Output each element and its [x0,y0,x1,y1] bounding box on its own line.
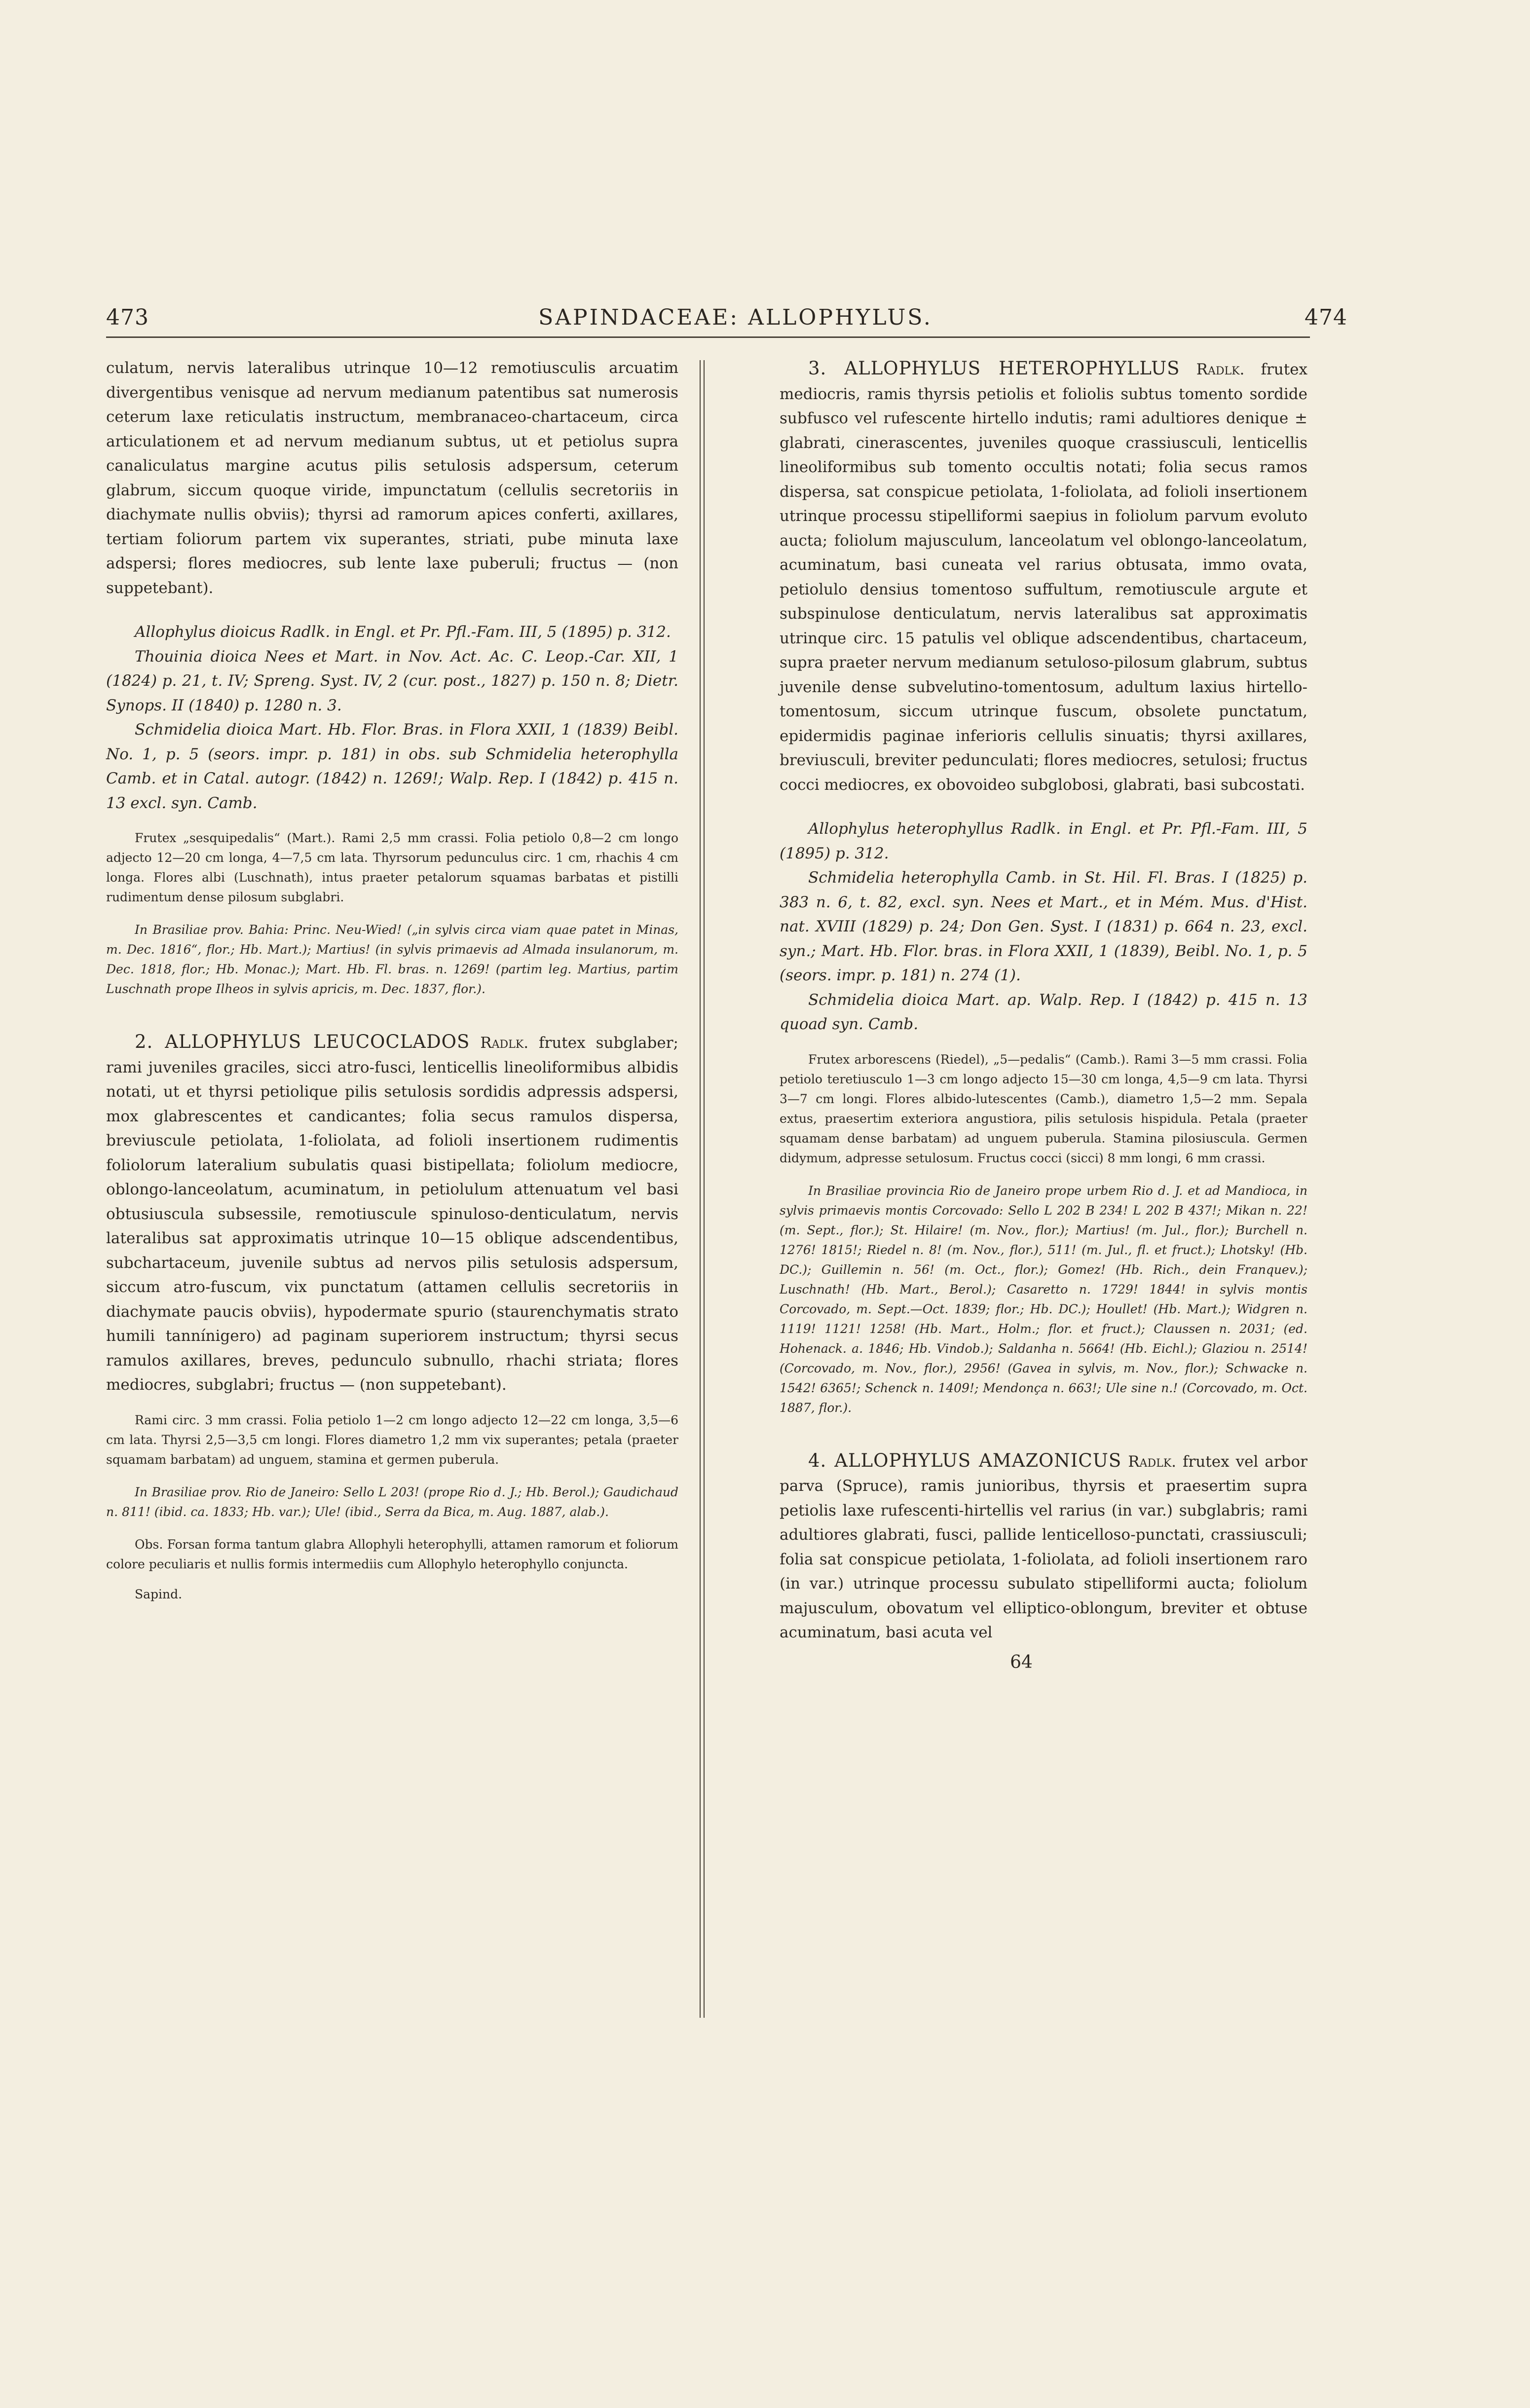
species-3-author: Radlk. [1196,361,1245,378]
species-2-author: Radlk. [480,1034,529,1052]
running-title: SAPINDACEAE: ALLOPHYLUS. [538,305,933,330]
right-page-number: 474 [1305,305,1347,330]
synonym-3: Schmidelia dioica Mart. Hb. Flor. Bras. in Flora XXII, 1 (1839) Beibl. No. 1, p. 5 (seors. impr. p. 181) in obs. sub Schmidelia heterophylla Camb. et in Catal. autogr. (1842) n. 1269!; Walp. Rep. I (1842) p. 415 n. 13 excl. syn. Camb. [106,721,678,812]
species-2-paragraph [106,1030,678,1398]
species-2-habitat: In Brasiliae prov. Rio de Janeiro: Sello L 203! (prope Rio d. J.; Hb. Berol.); Gaudichaud n. 811! (ibid. ca. 1833; Hb. var.); Ule! (ibid., Serra da Bica, m. Aug. 1887, alab.). [106,1484,678,1519]
species-3-text: frutex mediocris, ramis thyrsis petiolis et foliolis subtus tomento sordide subfusco vel rufescente hirtello indutis; rami adultiores denique ± glabrati, cinerascentes, juveniles quoque crassiusculi, lenticellis lineoliformibus sub tomento occultis notati; folia secus ramos dispersa, sat conspicue petiolata, 1-foliolata, ad folioli insertionem utrinque processu stipelliformi saepius in foliolum parvum evoluto aucta; foliolum majusculum, lanceolatum vel oblongo-lanceolatum, acuminatum, basi cuneata vel rarius obtusata, immo ovata, petiolulo densius tomentoso suffultum, remotiuscule argute et subspinulose denticulatum, nervis lateralibus sat approximatis utrinque circ. 15 patulis vel oblique adscendentibus, chartaceum, supra praeter nervum medianum setuloso-pilosum glabrum, subtus juvenile dense subvelutino-tomentosum, adultum laxius hirtello-tomentosum, siccum utrinque fuscum, obsolete punctatum, epidermidis paginae inferioris cellulis sinuatis; thyrsi axillares, breviusculi, breviter pedunculati; flores mediocres, setulosi; fructus cocci mediocres, ex obovoideo subglobosi, glabrati, basi subcostati. [780,361,1307,794]
column-divider-left [700,360,701,2018]
species-3-paragraph [780,356,1307,797]
left-page-number: 473 [106,305,149,330]
synonym-2: Thouinia dioica Nees et Mart. in Nov. Act. Ac. C. Leop.-Car. XII, 1 (1824) p. 21, t. IV; Spreng. Syst. IV, 2 (cur. post., 1827) p. 150 n. 8; Dietr. Synops. II (1840) p. 1280 n. 3. [106,647,678,714]
signature-mark: Sapind. [135,1587,183,1601]
species-2-text: frutex subglaber; rami juveniles graciles, sicci atro-fusci, lenticellis lineoliformibus albidis notati, ut et thyrsi petiolique pilis setulosis sordidis adpressis adspersi, mox glabrescentes et candicantes; folia secus ramulos dispersa, breviuscule petiolata, 1-foliolata, ad folioli insertionem rudimentis foliolorum lateralium subulatis quasi bistipellata; foliolum mediocre, oblongo-lanceolatum, acuminatum, in petiolulum attenuatum vel basi obtusiuscula subsessile, remotiuscule spinuloso-denticulatum, nervis lateralibus sat approximatis utrinque 10—15 oblique adscendentibus, subchartaceum, juvenile subtus ad nervos pilis setulosis adspersum, siccum atro-fuscum, vix punctatum (attamen cellulis secretoriis in diachymate paucis obviis), hypodermate spurio (staurenchymatis strato humili tannínigero) ad paginam superiorem instructum; thyrsi secus ramulos axillares, breves, pedunculo subnullo, rhachi striata; flores mediocres, subglabri; fructus — (non suppetebant). [106,1034,678,1394]
species-4-paragraph [780,1448,1307,1645]
column-divider-right [704,360,705,2018]
description-small: Frutex „sesquipedalis“ (Mart.). Rami 2,5 mm crassi. Folia petiolo 0,8—2 cm longo adjecto 12—20 cm longa, 4—7,5 cm lata. Thyrsorum pedunculus circ. 1 cm, rhachis 4 cm longa. Flores albi (Luschnath), intus praeter petalorum squamas barbatas et pistilli rudimentum dense pilosum subglabri. [106,831,678,904]
habitat-small: In Brasiliae prov. Bahia: Princ. Neu-Wied! („in sylvis circa viam quae patet in Minas, m. Dec. 1816“, flor.; Hb. Mart.); Martius! (in sylvis primaevis ad Almada insulanorum, m. Dec. 1818, flor.; Hb. Monac.); Mart. Hb. Fl. bras. n. 1269! (partim leg. Martius, partim Luschnath prope Ilheos in sylvis apricis, m. Dec. 1837, flor.). [106,923,678,996]
footer-page-number: 64 [1010,1652,1033,1672]
intro-paragraph: culatum, nervis lateralibus utrinque 10—12 remotiusculis arcuatim divergentibus venisque ad nervum medianum patentibus sat numerosis ceterum laxe reticulatis instructum, membranaceo-chartaceum, circa articulationem et ad nervum medianum subtus, ut et petiolus supra canaliculatus margine acutus pilis setulosis adspersum, ceterum glabrum, siccum quoque viride, impunctatum (cellulis secretoriis in diachymate nullis obviis); thyrsi ad ramorum apices conferti, axillares, tertiam foliorum partem vix superantes, striati, pube minuta laxe adspersi; flores mediocres, sub lente laxe puberuli; fructus — (non suppetebant). [106,359,678,597]
species-2-observation: Obs. Forsan forma tantum glabra Allophyli heterophylli, attamen ramorum et foliorum colore peculiaris et nullis formis intermediis cum Allophylo heterophyllo conjuncta. [106,1537,678,1571]
species-2-description: Rami circ. 3 mm crassi. Folia petiolo 1—2 cm longo adjecto 12—22 cm longa, 3,5—6 cm lata. Thyrsi 2,5—3,5 cm longi. Flores diametro 1,2 mm vix superantes; petala (praeter squamam barbatam) ad unguem, stamina et germen puberula. [106,1412,678,1467]
species-3-description: Frutex arborescens (Riedel), „5—pedalis“ (Camb.). Rami 3—5 mm crassi. Folia petiolo teretiusculo 1—3 cm longo adjecto 15—30 cm longa, 4,5—9 cm lata. Thyrsi 3—7 cm longi. Flores albido-lutescentes (Camb.), diametro 1,5—2 mm. Sepala extus, praesertim exteriora angustiora, pilis setulosis hispidula. Petala (praeter squamam dense barbatam) ad unguem puberula. Stamina pilosiuscula. Germen didymum, adpresse setulosum. Fructus cocci (sicci) 8 mm longi, 6 mm crassi. [780,1052,1307,1165]
species-3-habitat: In Brasiliae provincia Rio de Janeiro prope urbem Rio d. J. et ad Mandioca, in sylvis primaevis montis Corcovado: Sello L 202 B 234! L 202 B 437!; Mikan n. 22! (m. Sept., flor.); St. Hilaire! (m. Nov., flor.); Martius! (m. Jul., flor.); Burchell n. 1276! 1815!; Riedel n. 8! (m. Nov., flor.), 511! (m. Jul., fl. et fruct.); Lhotsky! (Hb. DC.); Guillemin n. 56! (m. Oct., flor.); Gomez! (Hb. Rich., dein Franquev.); Luschnath! (Hb. Mart., Berol.); Casaretto n. 1729! 1844! in sylvis montis Corcovado, m. Sept.—Oct. 1839; flor.; Hb. DC.); Houllet! (Hb. Mart.); Widgren n. 1119! 1121! 1258! (Hb. Mart., Holm.; flor. et fruct.); Claussen n. 2031; (ed. Hohenack. a. 1846; Hb. Vindob.); Saldanha n. 5664! (Hb. Eichl.); Glaziou n. 2514! (Corcovado, m. Nov., flor.), 2956! (Gavea in sylvis, m. Nov., flor.); Schwacke n. 1542! 6365!; Schenck n. 1409!; Mendonça n. 663!; Ule sine n.! (Corcovado, m. Oct. 1887, flor.). [780,1183,1307,1415]
synonym-1: Allophylus dioicus Radlk. in Engl. et Pr. Pfl.-Fam. III, 5 (1895) p. 312. [135,623,671,641]
synonym-6: Schmidelia dioica Mart. ap. Walp. Rep. I (1842) p. 415 n. 13 quoad syn. Camb. [780,991,1307,1033]
species-3-title: 3. ALLOPHYLUS HETEROPHYLLUS [808,358,1180,379]
right-column [780,356,1307,1672]
left-column [106,356,678,1601]
species-2-title: 2. ALLOPHYLUS LEUCOCLADOS [135,1031,470,1052]
species-4-text: frutex vel arbor parva (Spruce), ramis junioribus, thyrsis et praesertim supra petiolis laxe rufescenti-hirtellis vel rarius (in var.) subglabris; rami adultiores glabrati, fusci, pallide lenticelloso-punctati, crassiusculi; folia sat conspicue petiolata, 1-foliolata, ad folioli insertionem raro (in var.) utrinque processu subulato stipelliformi aucta; foliolum majusculum, obovatum vel elliptico-oblongum, breviter et obtuse acuminatum, basi acuta vel [780,1452,1307,1641]
synonym-5: Schmidelia heterophylla Camb. in St. Hil. Fl. Bras. I (1825) p. 383 n. 6, t. 82, excl. syn. Nees et Mart., et in Mém. Mus. d'Hist. nat. XVIII (1829) p. 24; Don Gen. Syst. I (1831) p. 664 n. 23, excl. syn.; Mart. Hb. Flor. bras. in Flora XXII, 1 (1839), Beibl. No. 1, p. 5 (seors. impr. p. 181) n. 274 (1). [780,869,1307,984]
synonym-4: Allophylus heterophyllus Radlk. in Engl. et Pr. Pfl.-Fam. III, 5 (1895) p. 312. [780,820,1307,862]
species-4-author: Radlk. [1128,1452,1176,1471]
header-rule [106,336,1310,338]
species-4-title: 4. ALLOPHYLUS AMAZONICUS [808,1449,1122,1471]
